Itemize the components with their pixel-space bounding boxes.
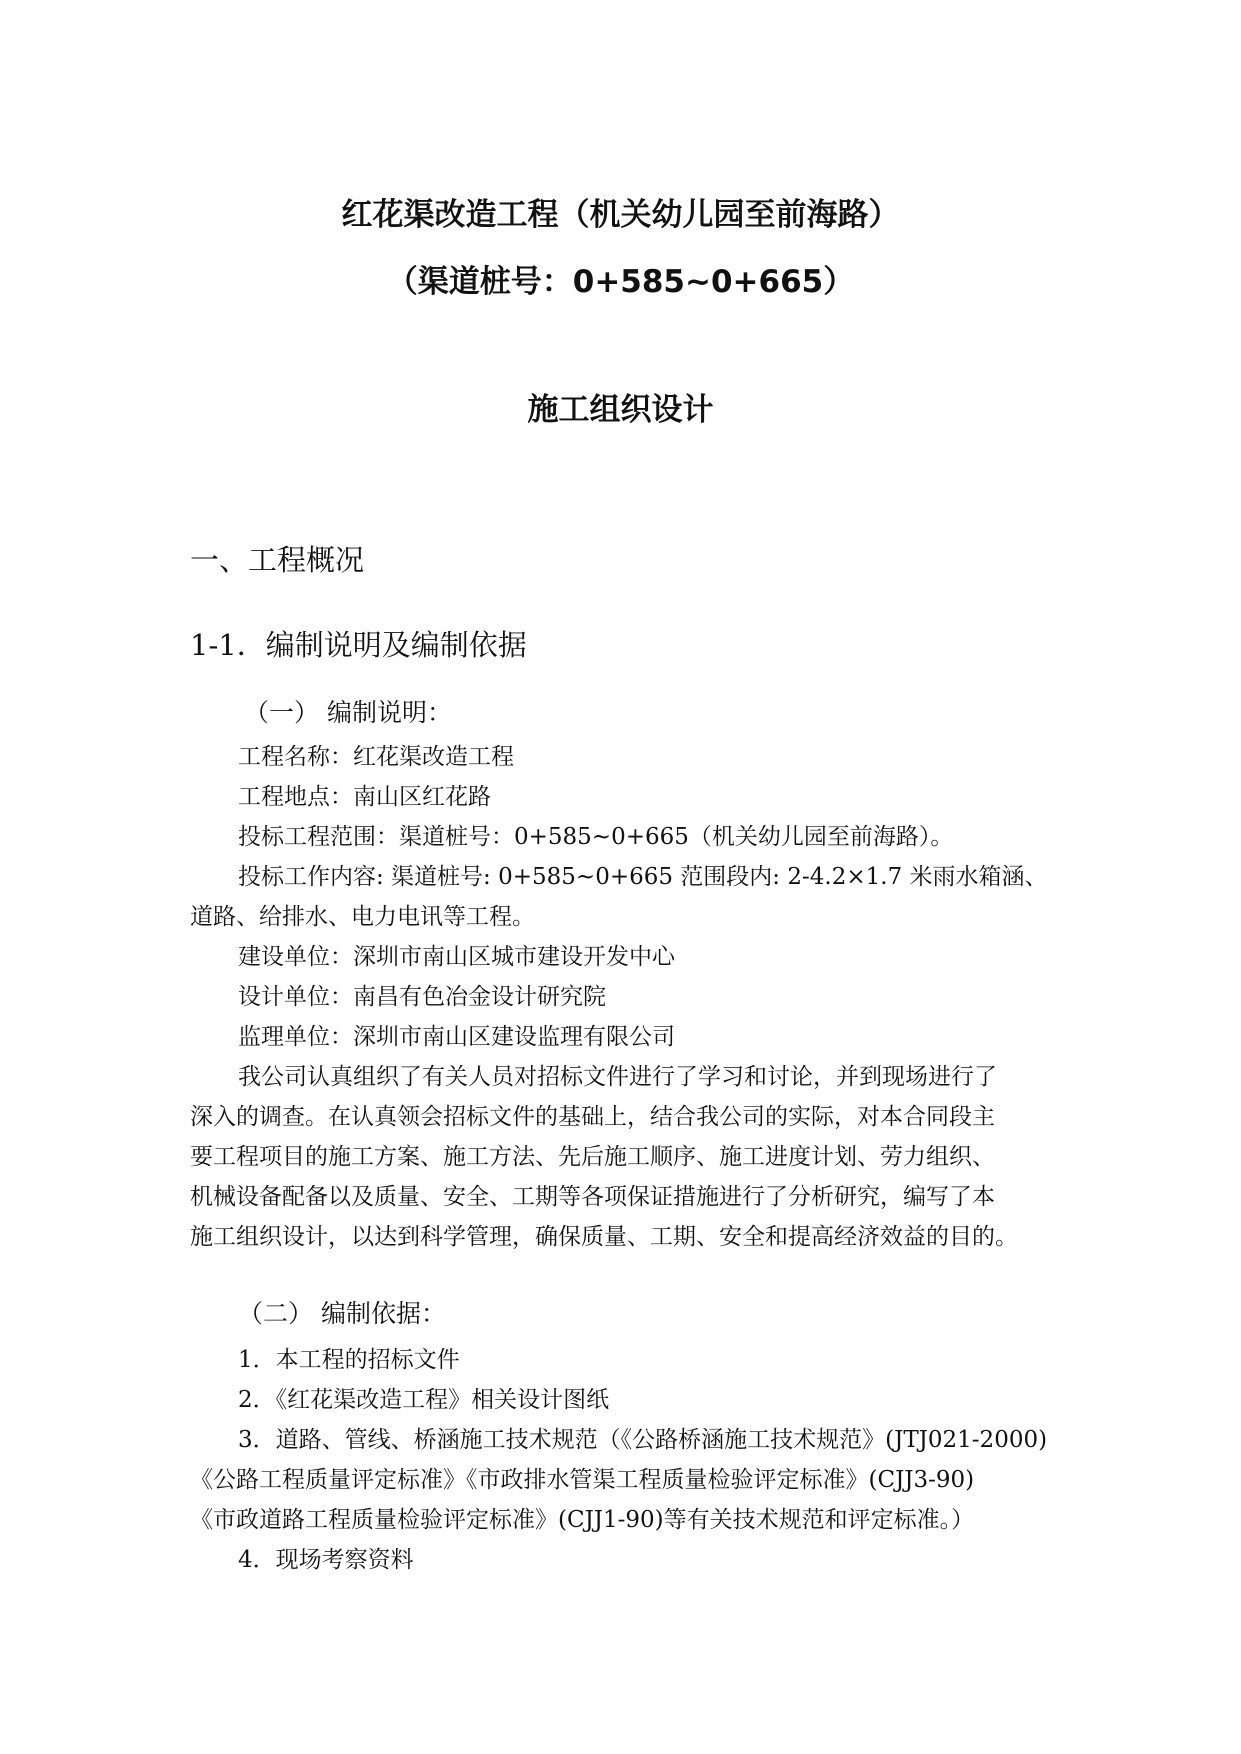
info-bid-scope: 投标工程范围：渠道桩号：0+585~0+665（机关幼儿园至前海路）。 bbox=[238, 824, 954, 850]
info-owner: 建设单位：深圳市南山区城市建设开发中心 bbox=[238, 944, 675, 970]
paragraph-line: 施工组织设计，以达到科学管理，确保质量、工期、安全和提高经济效益的目的。 bbox=[190, 1224, 1018, 1250]
basis-item: 2．《红花渠改造工程》相关设计图纸 bbox=[238, 1387, 610, 1413]
info-project-location: 工程地点：南山区红花路 bbox=[238, 784, 491, 810]
basis-item: 4．现场考察资料 bbox=[238, 1547, 414, 1573]
info-supervisor: 监理单位：深圳市南山区建设监理有限公司 bbox=[238, 1024, 675, 1050]
document-heading-design: 施工组织设计 bbox=[527, 392, 714, 428]
paragraph-line: 机械设备配备以及质量、安全、工期等各项保证措施进行了分析研究，编写了本 bbox=[190, 1184, 995, 1210]
info-bid-content-line1: 投标工作内容: 渠道桩号: 0+585~0+665 范围段内: 2-4.2×1.7 米雨水箱涵、 bbox=[238, 864, 1048, 890]
paragraph-line: 要工程项目的施工方案、施工方法、先后施工顺序、施工进度计划、劳力组织、 bbox=[190, 1144, 995, 1170]
subsection-heading-explanation: （一） 编制说明： bbox=[244, 698, 452, 727]
info-bid-content-line2: 道路、给排水、电力电讯等工程。 bbox=[190, 904, 535, 930]
section-heading-overview: 一、工程概况 bbox=[190, 543, 365, 577]
info-project-name: 工程名称：红花渠改造工程 bbox=[238, 744, 514, 770]
subsection-heading-basis: （二） 编制依据： bbox=[238, 1299, 446, 1328]
section-heading-1-1: 1-1．编制说明及编制依据 bbox=[190, 628, 527, 662]
document-title: 红花渠改造工程（机关幼儿园至前海路） bbox=[341, 197, 900, 233]
document-subtitle-stake: （渠道桩号：0+585~0+665） bbox=[386, 264, 855, 300]
paragraph-line: 深入的调查。在认真领会招标文件的基础上，结合我公司的实际，对本合同段主 bbox=[190, 1104, 995, 1130]
basis-item: 3．道路、管线、桥涵施工技术规范（《公路桥涵施工技术规范》(JTJ021-2000) bbox=[238, 1427, 1048, 1453]
basis-item-continuation: 《公路工程质量评定标准》《市政排水管渠工程质量检验评定标准》(CJJ3-90) bbox=[190, 1467, 975, 1493]
basis-item: 1．本工程的招标文件 bbox=[238, 1347, 460, 1373]
info-designer: 设计单位：南昌有色冶金设计研究院 bbox=[238, 984, 606, 1010]
basis-item-continuation: 《市政道路工程质量检验评定标准》(CJJ1-90)等有关技术规范和评定标准。） bbox=[190, 1507, 975, 1533]
paragraph-line: 我公司认真组织了有关人员对招标文件进行了学习和讨论，并到现场进行了 bbox=[238, 1064, 997, 1090]
